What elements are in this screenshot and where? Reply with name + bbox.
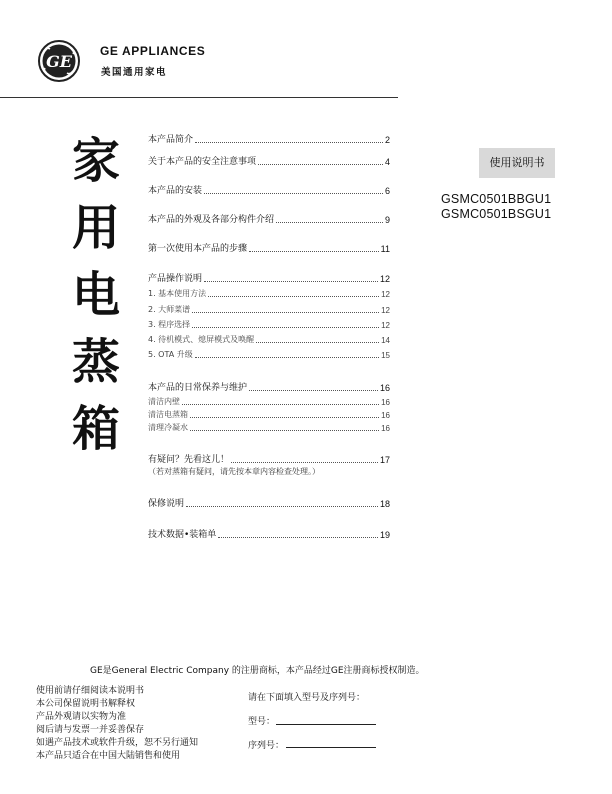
toc-subrow[interactable]: 1. 基本使用方法 12	[148, 289, 390, 299]
toc-note: （若对蒸箱有疑问，请先按本章内容检查处理。）	[148, 467, 320, 476]
title-char: 蒸	[71, 334, 120, 390]
toc-row[interactable]: 有疑问？先看这儿！ 17	[148, 455, 390, 465]
serial-label: 序列号：	[248, 741, 285, 751]
model-number: GSMC0501BSGU1	[441, 207, 552, 221]
brand-name-cn: 美国通用家电	[101, 67, 168, 78]
model-fill-line[interactable]	[276, 724, 376, 725]
notice-line: 阅后请与发票一并妥善保存	[36, 725, 145, 735]
ge-logo	[38, 40, 80, 82]
manual-label: 使用说明书	[479, 148, 555, 178]
brand-name-en: GE APPLIANCES	[100, 44, 206, 58]
usage-notices	[36, 685, 198, 763]
toc-subrow[interactable]: 5. OTA 升级 15	[148, 350, 390, 360]
toc-subrow[interactable]: 4. 待机模式、熄屏模式及唤醒 14	[148, 335, 390, 345]
model-number: GSMC0501BBGU1	[441, 192, 552, 206]
toc-row[interactable]: 本产品的安装 6	[148, 186, 390, 196]
title-char: 用	[71, 200, 120, 256]
toc-row[interactable]: 第一次使用本产品的步骤 11	[148, 244, 390, 254]
notice-line: 本产品只适合在中国大陆销售和使用	[36, 751, 181, 761]
toc-row[interactable]: 关于本产品的安全注意事项 4	[148, 157, 390, 167]
model-label: 型号：	[248, 717, 276, 727]
toc-row[interactable]: 本产品简介 2	[148, 135, 390, 145]
trademark-notice: GE是General Electric Company 的注册商标，本产品经过GE注册商标授权制造。	[90, 666, 425, 676]
toc-subrow[interactable]: 清洁内壁 16	[148, 397, 390, 407]
record-instruction: 请在下面填入型号及序列号：	[248, 693, 366, 703]
toc-subrow[interactable]: 3. 程序选择 12	[148, 320, 390, 330]
toc-row[interactable]: 技术数据•装箱单 19	[148, 530, 390, 540]
notice-line: 如遇产品技术或软件升级，恕不另行通知	[36, 738, 199, 748]
product-title	[64, 128, 128, 463]
title-char: 箱	[71, 401, 120, 457]
header-divider	[0, 97, 398, 98]
toc-subrow[interactable]: 清洁电蒸箱 16	[148, 410, 390, 420]
notice-line: 使用前请仔细阅读本说明书	[36, 686, 145, 696]
toc-row[interactable]: 本产品的外观及各部分构件介绍 9	[148, 215, 390, 225]
toc-subrow[interactable]: 清理冷凝水 16	[148, 423, 390, 433]
notice-line: 本公司保留说明书解释权	[36, 699, 136, 709]
ge-logo-text: GE	[46, 52, 72, 71]
toc-row[interactable]: 本产品的日常保养与维护 16	[148, 383, 390, 393]
toc-row[interactable]: 产品操作说明 12	[148, 274, 390, 284]
title-char: 家	[71, 133, 120, 189]
serial-fill-line[interactable]	[286, 747, 376, 748]
title-char: 电	[71, 267, 120, 323]
toc-subrow[interactable]: 2. 大师菜谱 12	[148, 305, 390, 315]
toc-row[interactable]: 保修说明 18	[148, 499, 390, 509]
notice-line: 产品外观请以实物为准	[36, 712, 127, 722]
